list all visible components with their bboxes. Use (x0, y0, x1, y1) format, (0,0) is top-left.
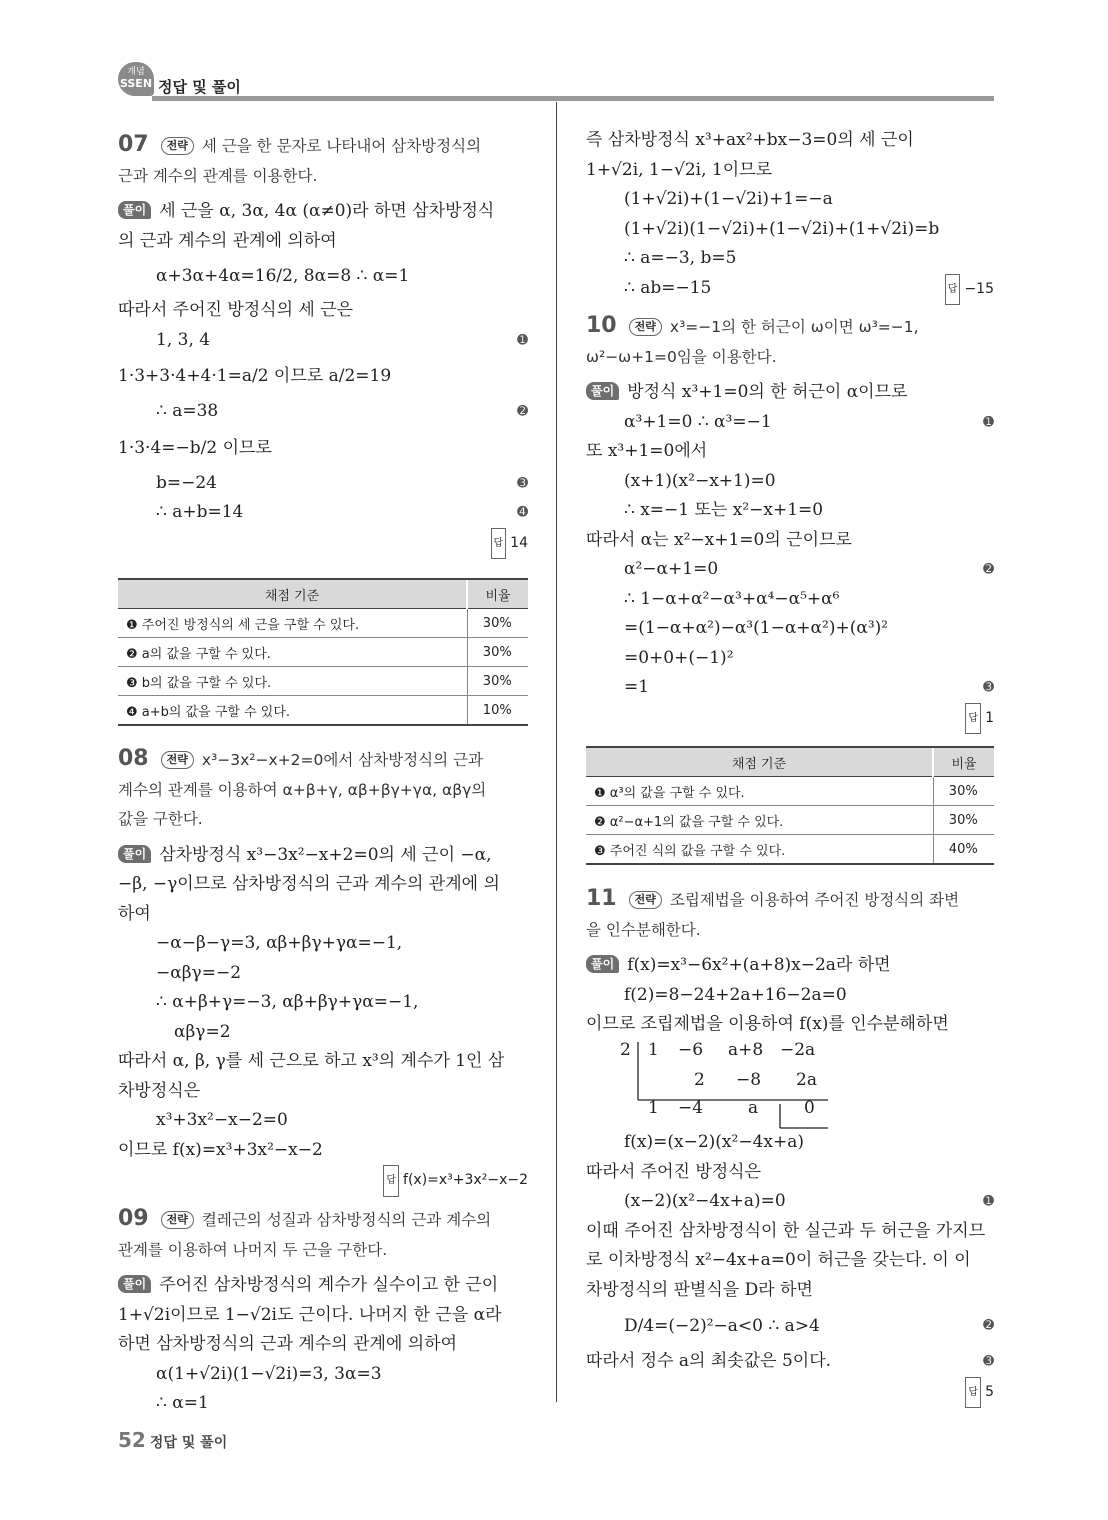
solution-line: 1, 3, 4 ➊ (156, 329, 528, 350)
table-row: ❸ b의 값을 구할 수 있다. 30% (118, 667, 528, 696)
solution-line: 또 x³+1=0에서 (586, 441, 708, 461)
solution-line: 풀이 f(x)=x³−6x²+(a+8)x−2a라 하면 (586, 951, 994, 981)
coef: a+8 (728, 1040, 764, 1060)
solution-line: ∴ α+β+γ=−3, αβ+βγ+γα=−1, (156, 992, 419, 1012)
coef: −6 (678, 1040, 704, 1060)
coef: 2a (796, 1070, 817, 1090)
solution-line: 하면 삼차방정식의 근과 계수의 관계에 의하여 (118, 1334, 458, 1354)
answer-11: 답 5 (586, 1377, 994, 1409)
solution-line: b=−24 ➌ (156, 472, 528, 493)
solution-line: α²−α+1=0 ➋ (624, 559, 994, 579)
right-column (586, 126, 994, 734)
solution-line: ∴ a=38 ➋ (156, 401, 528, 421)
header-rule (152, 96, 994, 101)
answer-10: 답 1 (586, 703, 994, 735)
solution-line: 따라서 정수 a의 최솟값은 5이다. ➌ (586, 1351, 994, 1371)
table-header: 비율 (933, 747, 994, 777)
solution-line: =(1−α+α²)−α³(1−α+α²)+(α³)² (624, 618, 889, 638)
problem-09 (118, 1204, 528, 1419)
table-row: ❷ a의 값을 구할 수 있다. 30% (118, 638, 528, 667)
problem-08 (118, 744, 528, 1197)
solution-line: 1·3+3·4+4·1=a/2 이므로 a/2=19 (118, 366, 392, 386)
solution-line: ∴ a=−3, b=5 (624, 248, 737, 268)
solution-line: 1+√2i, 1−√2i, 1이므로 (586, 159, 772, 180)
solution-line: ∴ x=−1 또는 x²−x+1=0 (624, 500, 824, 520)
solution-line: =1 ➌ (624, 677, 994, 697)
table-header: 채점 기준 (118, 579, 467, 609)
page-number: 52 (118, 1428, 146, 1452)
solution-line: 1+√2i이므로 1−√2i도 근이다. 나머지 한 근을 α라 (118, 1304, 502, 1325)
problem-08-strategy: 08 전략 x³−3x²−x+2=0에서 삼차방정식의 근과 (118, 746, 483, 771)
left-column (118, 130, 528, 559)
solution-line: 풀이 방정식 x³+1=0의 한 허근이 α이므로 (586, 378, 994, 408)
solution-line: α+3α+4α=16/2, 8α=8 ∴ α=1 (156, 266, 410, 286)
header-title: 정답 및 풀이 (158, 78, 241, 96)
grading-table-10 (586, 746, 994, 865)
table-row: ❹ a+b의 값을 구할 수 있다. 10% (118, 696, 528, 726)
coef: −4 (678, 1098, 704, 1118)
solution-line: 1·3·4=−b/2 이므로 (118, 437, 272, 458)
solution-line: 이때 주어진 삼차방정식이 한 실근과 두 허근을 가지므 (586, 1220, 986, 1241)
solution-line: 의 근과 계수의 관계에 의하여 (118, 230, 337, 251)
coef: −2a (780, 1040, 816, 1060)
divisor: 2 (620, 1040, 631, 1060)
column-divider (556, 102, 557, 1402)
solution-line: (1+√2i)(1−√2i)+(1−√2i)+(1+√2i)=b (624, 218, 940, 239)
table-row: ❷ α²−α+1의 값을 구할 수 있다. 30% (586, 806, 994, 835)
coef: 1 (648, 1040, 659, 1060)
coef: 2 (694, 1070, 705, 1090)
solution-line: 이므로 f(x)=x³+3x²−x−2 (118, 1139, 323, 1160)
solution-line: 따라서 주어진 방정식의 세 근은 (118, 300, 354, 320)
page-footer (118, 1428, 227, 1452)
solution-line: 이므로 조립제법을 이용하여 f(x)를 인수분해하면 (586, 1014, 949, 1034)
solution-line: −β, −γ이므로 삼차방정식의 근과 계수의 관계에 의 (118, 874, 500, 894)
solution-line: (x+1)(x²−x+1)=0 (624, 470, 776, 491)
coef: 0 (804, 1098, 815, 1118)
solution-line: 하여 (118, 903, 151, 924)
coef: 1 (648, 1098, 659, 1118)
solution-line: D/4=(−2)²−a<0 ∴ a>4 ➋ (624, 1316, 994, 1336)
table-row: ❸ 주어진 식의 값을 구할 수 있다. 40% (586, 835, 994, 865)
solution-line: 차방정식은 (118, 1080, 201, 1101)
brand-logo: 개념 SSEN (118, 62, 154, 96)
solution-line: 풀이 세 근을 α, 3α, 4α (α≠0)라 하면 삼차방정식 (118, 197, 528, 227)
strategy-line: 값을 구한다. (118, 810, 203, 828)
problem-11-cont (586, 1128, 994, 1408)
solution-line: =0+0+(−1)² (624, 647, 734, 668)
solution-line: ∴ α=1 (156, 1393, 209, 1413)
answer-08: 답 f(x)=x³+3x²−x−2 (118, 1165, 528, 1197)
solution-line: 즉 삼차방정식 x³+ax²+bx−3=0의 세 근이 (586, 130, 914, 150)
strategy-line: ω²−ω+1=0임을 이용한다. (586, 347, 777, 366)
strategy-line: 관계를 이용하여 나머지 두 근을 구한다. (118, 1240, 388, 1259)
strategy-line: 계수의 관계를 이용하여 α+β+γ, αβ+βγ+γα, αβγ의 (118, 780, 487, 799)
solution-line: 따라서 주어진 방정식은 (586, 1161, 762, 1182)
problem-07-strategy: 07 전략 세 근을 한 문자로 나타내어 삼차방정식의 (118, 132, 482, 157)
solution-line: 풀이 주어진 삼차방정식의 계수가 실수이고 한 근이 (118, 1271, 528, 1301)
problem-11 (586, 884, 994, 1040)
solution-line: x³+3x²−x−2=0 (156, 1110, 288, 1130)
solution-line: 풀이 삼차방정식 x³−3x²−x+2=0의 세 근이 −α, (118, 841, 528, 871)
answer-07: 답 14 (118, 528, 528, 560)
solution-line: f(x)=(x−2)(x²−4x+a) (624, 1132, 804, 1152)
coef: −8 (736, 1070, 762, 1090)
strategy-line: 을 인수분해한다. (586, 920, 701, 939)
solution-line: 따라서 α는 x²−x+1=0의 근이므로 (586, 529, 852, 550)
problem-09-strategy: 09 전략 켤레근의 성질과 삼차방정식의 근과 계수의 (118, 1206, 492, 1231)
solution-line: 로 이차방정식 x²−4x+a=0이 허근을 갖는다. 이 이 (586, 1250, 971, 1270)
solution-line: (x−2)(x²−4x+a)=0 ➊ (624, 1191, 994, 1211)
table-row: ❶ α³의 값을 구할 수 있다. 30% (586, 777, 994, 806)
coef: a (748, 1098, 759, 1118)
solution-line: 따라서 α, β, γ를 세 근으로 하고 x³의 계수가 1인 삼 (118, 1051, 505, 1071)
grading-table-07 (118, 578, 528, 726)
problem-10-strategy: 10 전략 x³=−1의 한 허근이 ω이면 ω³=−1, (586, 313, 919, 338)
solution-line: (1+√2i)+(1−√2i)+1=−a (624, 189, 833, 209)
solution-line: αβγ=2 (174, 1021, 231, 1042)
solution-line: ∴ a+b=14 ➍ (156, 502, 528, 522)
solution-line: −α−β−γ=3, αβ+βγ+γα=−1, (156, 933, 403, 953)
solution-line: f(2)=8−24+2a+16−2a=0 (624, 984, 847, 1005)
solution-line: α³+1=0 ∴ α³=−1 ➊ (624, 411, 994, 432)
solution-line: ∴ ab=−15 답 −15 (586, 274, 994, 304)
footer-label: 정답 및 풀이 (149, 1435, 228, 1451)
table-header: 비율 (467, 579, 528, 609)
solution-line: α(1+√2i)(1−√2i)=3, 3α=3 (156, 1363, 382, 1384)
strategy-line: 근과 계수의 관계를 이용한다. (118, 166, 318, 185)
solution-line: ∴ 1−α+α²−α³+α⁴−α⁵+α⁶ (624, 588, 840, 609)
solution-line: 차방정식의 판별식을 D라 하면 (586, 1279, 813, 1300)
solution-line: −αβγ=−2 (156, 962, 242, 983)
problem-11-strategy: 11 전략 조립제법을 이용하여 주어진 방정식의 좌변 (586, 886, 960, 911)
table-row: ❶ 주어진 방정식의 세 근을 구할 수 있다. 30% (118, 609, 528, 638)
table-header: 채점 기준 (586, 747, 933, 777)
